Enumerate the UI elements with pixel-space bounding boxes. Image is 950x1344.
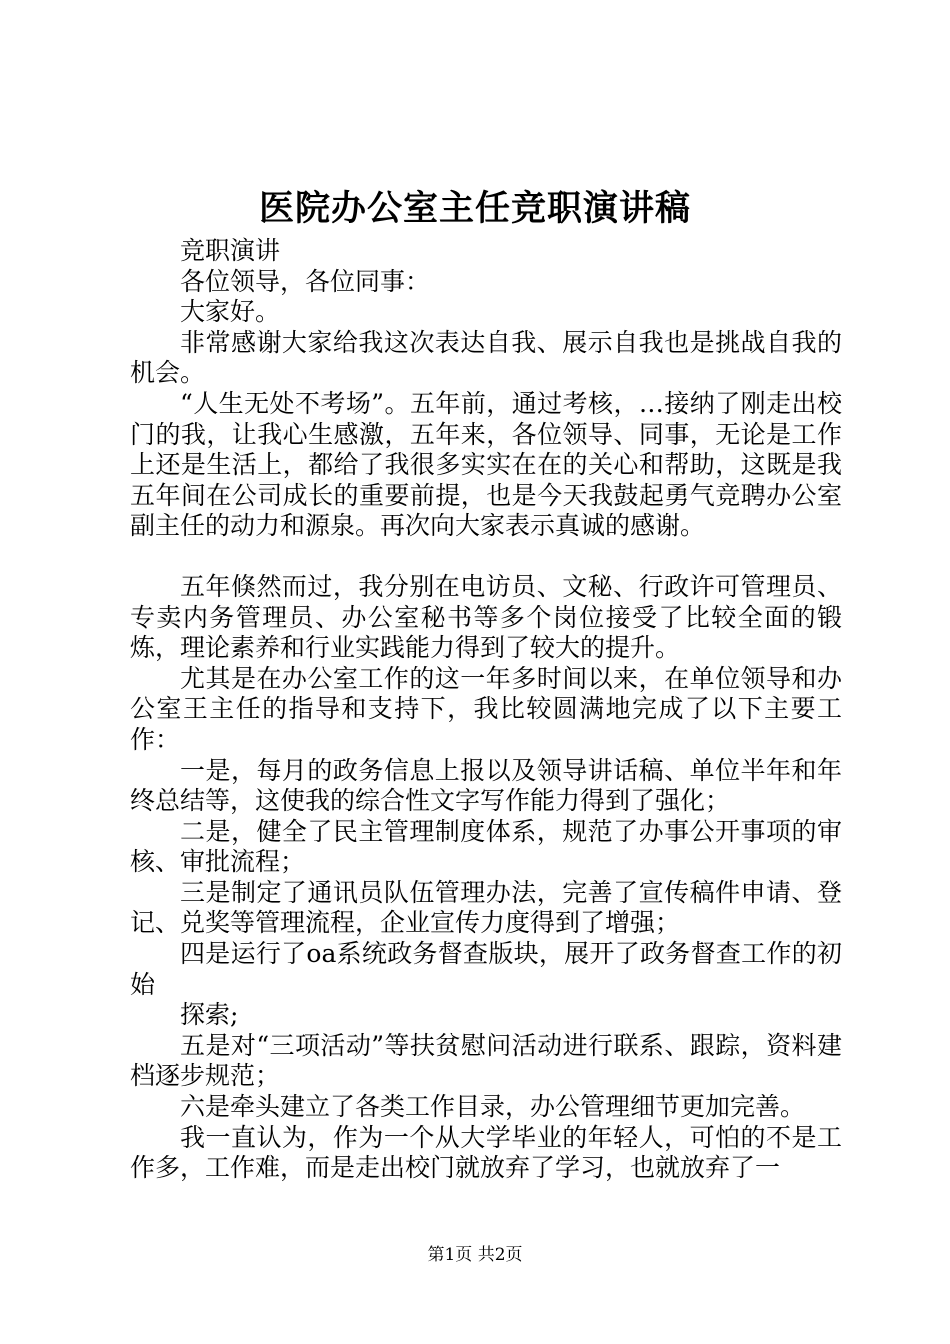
paragraph: 尤其是在办公室工作的这一年多时间以来，在单位领导和办公室王主任的指导和支持下，我比较圆满地完成了以下主要工作：: [130, 663, 842, 754]
paragraph: 各位领导，各位同事：: [180, 266, 431, 296]
paragraph: 六是牵头建立了各类工作目录，办公管理细节更加完善。: [180, 1092, 806, 1122]
paragraph: 五是对“三项活动”等扶贫慰问活动进行联系、跟踪，资料建档逐步规范；: [130, 1030, 842, 1091]
document-body: [130, 236, 842, 1184]
paragraph: 五年倏然而过，我分别在电访员、文秘、行政许可管理员、专卖内务管理员、办公室秘书等多个岗位接受了比较全面的锻炼，理论素养和行业实践能力得到了较大的提升。: [130, 571, 842, 663]
paragraph: 一是，每月的政务信息上报以及领导讲话稿、单位半年和年终总结等，这使我的综合性文字写作能力得到了强化；: [130, 755, 842, 816]
document-title: 医院办公室主任竞职演讲稿: [258, 188, 691, 229]
paragraph: 非常感谢大家给我这次表达自我、展示自我也是挑战自我的机会。: [130, 327, 842, 388]
paragraph: 四是运行了oa系统政务督查版块，展开了政务督查工作的初始: [130, 939, 842, 999]
paragraph: 探索;: [180, 1000, 239, 1030]
paragraph: 大家好。: [180, 297, 281, 327]
paragraph: 我一直认为，作为一个从大学毕业的年轻人，可怕的不是工作多，工作难，而是走出校门就放弃了学习，也就放弃了一: [130, 1122, 842, 1183]
paragraph: 三是制定了通讯员队伍管理办法，完善了宣传稿件申请、登记、兑奖等管理流程，企业宣传力度得到了增强；: [130, 877, 842, 938]
paragraph: 竞职演讲: [180, 236, 281, 265]
paragraph: “人生无处不考场”。五年前，通过考核，…接纳了刚走出校门的我，让我心生感激，五年来，各位领导、同事，无论是工作上还是生活上，都给了我很多实实在在的关心和帮助，这既是我五年间在公司成长的重要前提，也是今天我鼓起勇气竞聘办公室副主任的动力和源泉。再次向大家表示真诚的感谢。: [130, 388, 842, 541]
paragraph: 二是，健全了民主管理制度体系，规范了办事公开事项的审核、审批流程；: [130, 816, 842, 877]
page-footer: 第1页 共2页: [427, 1245, 523, 1265]
